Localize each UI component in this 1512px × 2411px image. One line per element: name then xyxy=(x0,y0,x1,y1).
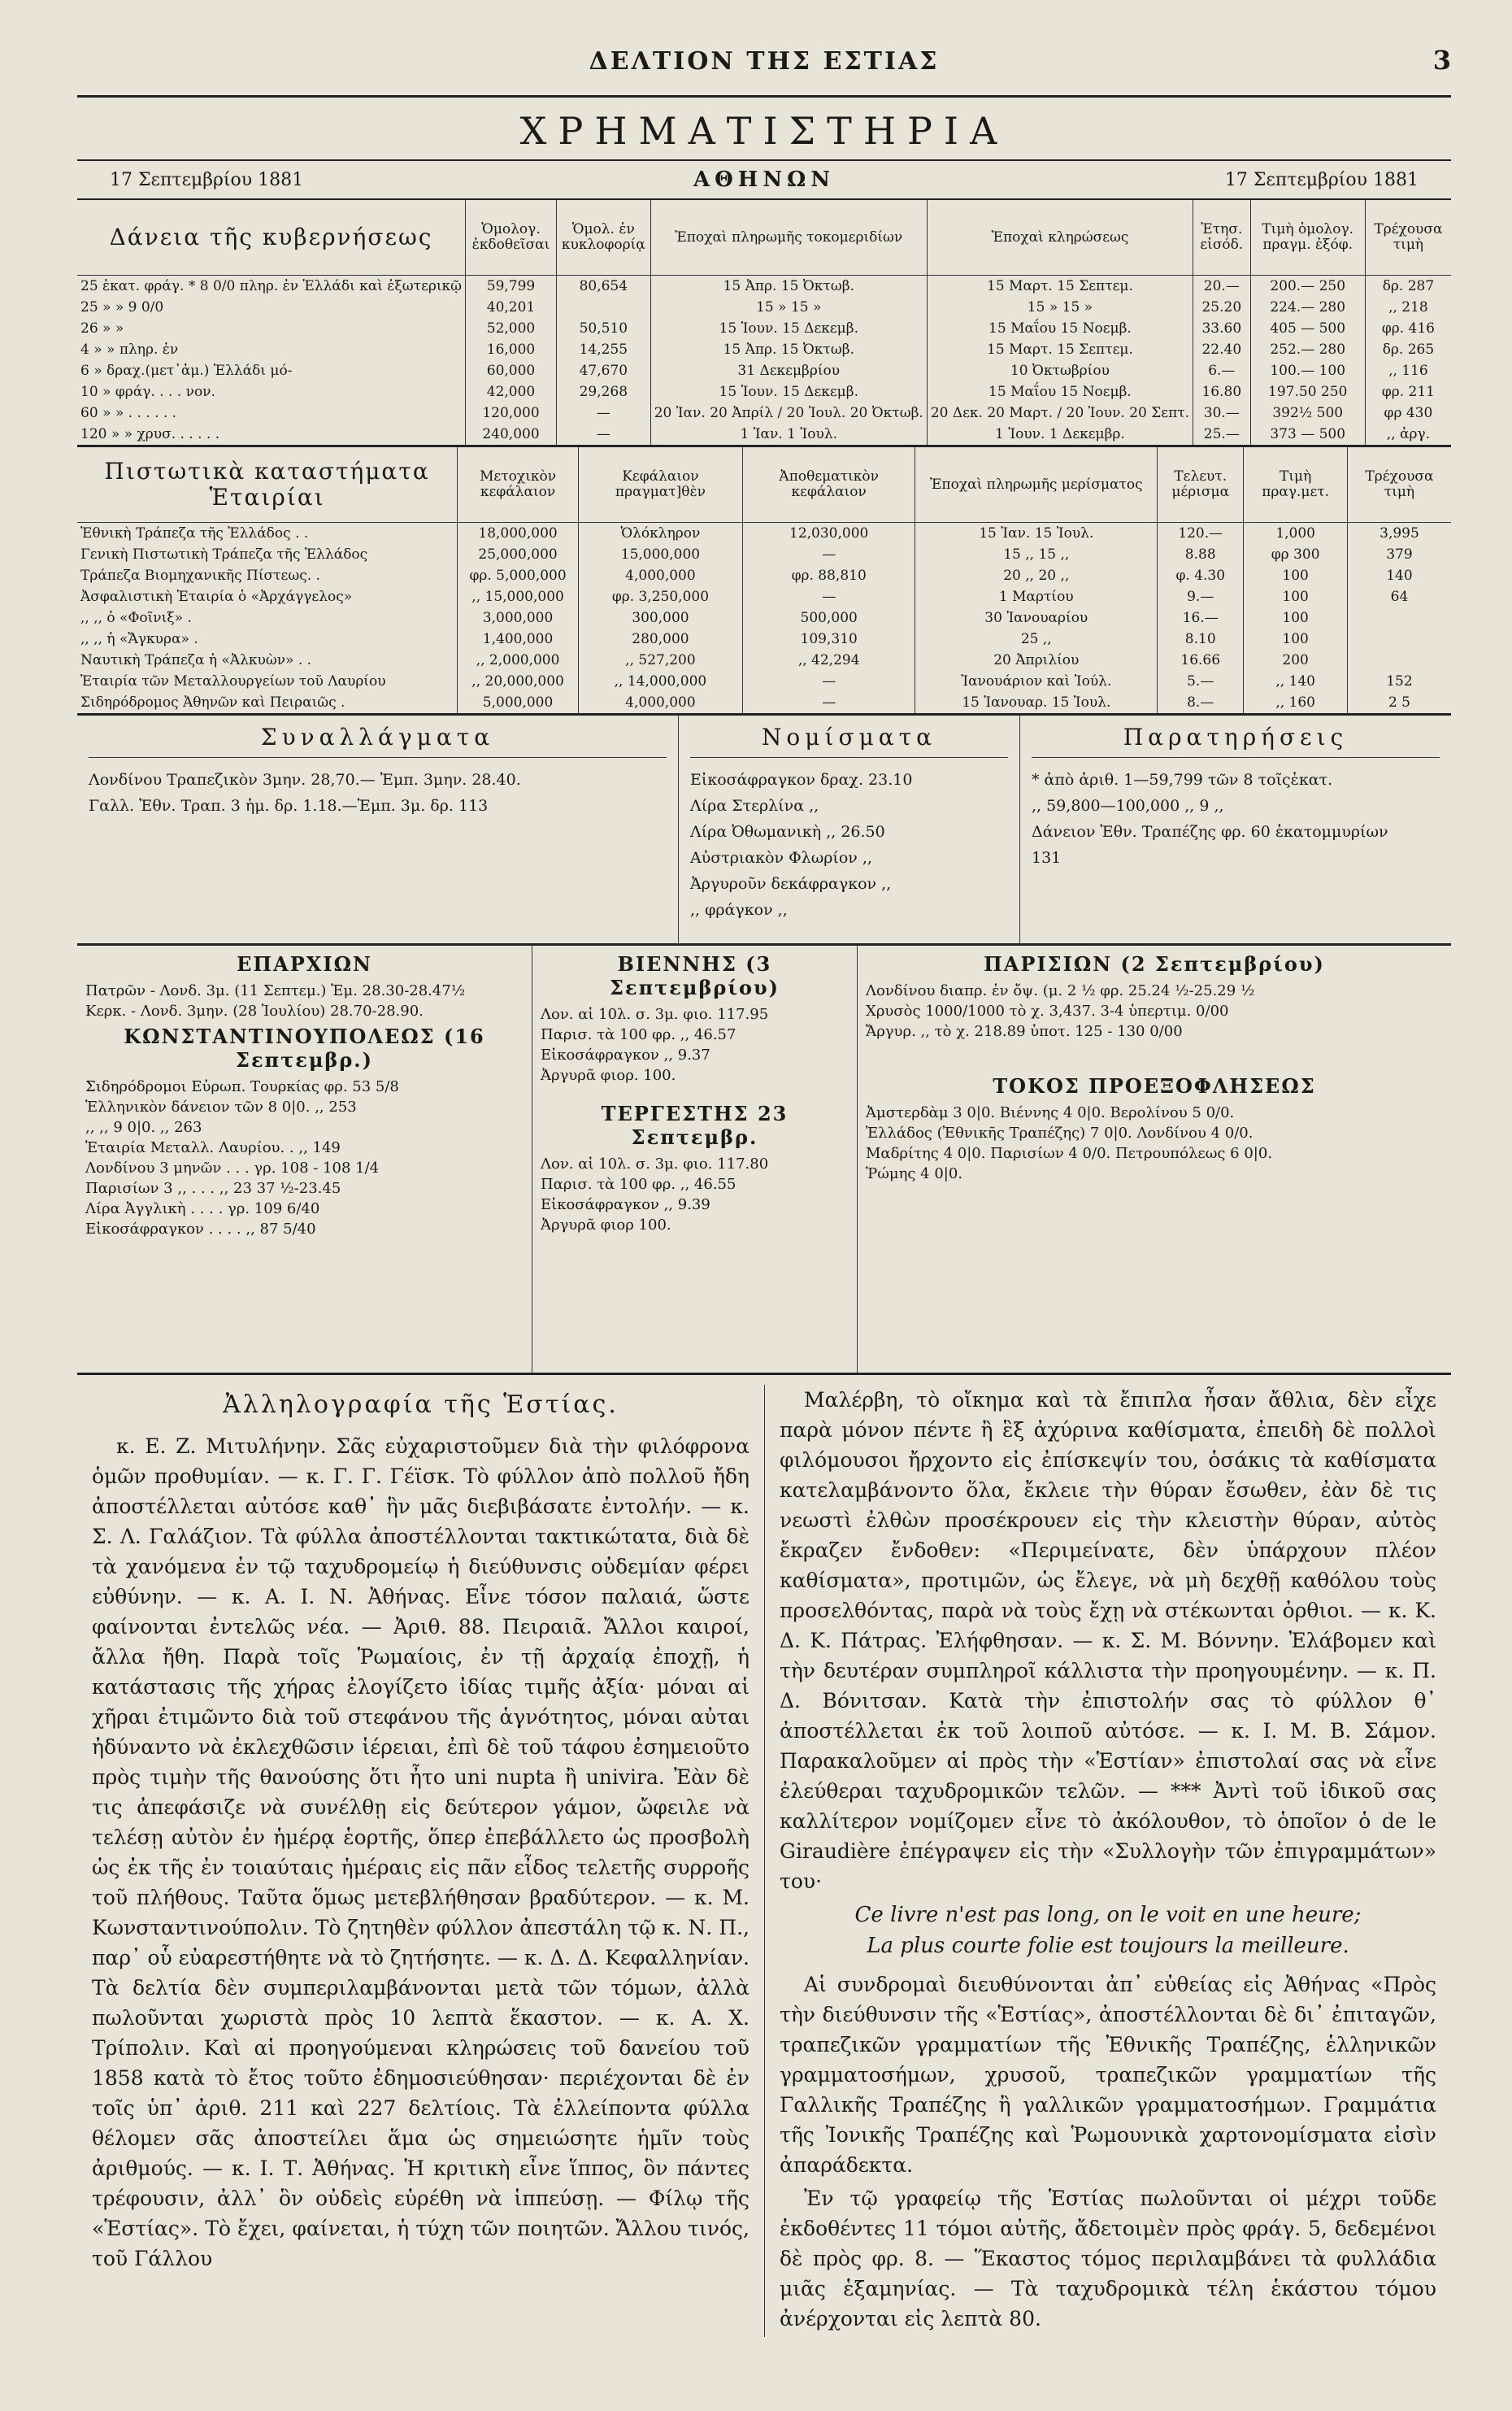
company-cell: 120.— xyxy=(1158,523,1244,545)
loan-cell: 30.— xyxy=(1193,403,1251,424)
vienna-line: Παρισ. τὰ 100 φρ. ,, 46.57 xyxy=(541,1026,736,1043)
company-cell: Ἑταιρία τῶν Μεταλλουργείων τοῦ Λαυρίου xyxy=(77,671,458,692)
discount-line: Ἑλλάδος (Ἐθνικῆς Τραπέζης) 7 0|0. Λονδίνου 4 0/0. xyxy=(866,1125,1253,1142)
company-cell: 5,000,000 xyxy=(458,692,579,715)
discount-line: Μαδρίτης 4 0|0. Παρισίων 4 0/0. Πετρουπόλεως 6 0|0. xyxy=(866,1145,1273,1162)
company-cell: 8.— xyxy=(1158,692,1244,715)
company-row xyxy=(77,629,1451,650)
trieste-line: Παρισ. τὰ 100 φρ. ,, 46.55 xyxy=(541,1176,736,1193)
loan-cell: 15 Μαΐου 15 Νοεμβ. xyxy=(927,318,1193,339)
loan-cell: 120 » » χρυσ. . . . . . xyxy=(77,424,466,446)
date-right: 17 Σεπτεμβρίου 1881 xyxy=(1224,169,1419,190)
loan-header-5: Ἐτησ. εἰσόδ. xyxy=(1193,200,1251,276)
city-heading: ΑΘΗΝΩΝ xyxy=(693,168,836,192)
vienna-line: Εἰκοσάφραγκον ,, 9.37 xyxy=(541,1047,710,1064)
kpoli-line: Εἰκοσάφραγκον . . . . ,, 87 5/40 xyxy=(85,1221,316,1238)
kpoli-line: Λονδίνου 3 μηνῶν . . . γρ. 108 - 108 1/4 xyxy=(85,1160,380,1177)
company-cell: 1 Μαρτίου xyxy=(915,586,1158,607)
loan-cell: 1 Ἰαν. 1 Ἰουλ. xyxy=(650,424,927,446)
company-cell: 12,030,000 xyxy=(742,523,915,545)
company-cell: 20 Ἀπριλίου xyxy=(915,650,1158,671)
loan-row xyxy=(77,403,1451,424)
company-cell: 300,000 xyxy=(578,607,742,629)
loan-cell: 252.— 280 xyxy=(1250,339,1365,360)
loan-cell: 405 — 500 xyxy=(1250,318,1365,339)
kpoli-line: Ἑλληνικὸν δάνειον τῶν 8 0|0. ,, 253 xyxy=(85,1099,357,1116)
subscription-paragraph: Ἐν τῷ γραφείῳ τῆς Ἑστίας πωλοῦνται οἱ μέχρι τοῦδε ἐκδοθέντες 11 τόμοι αὐτῆς, ἄδετοιμὲν πρὸς φράγ. 5, δεδεμένοι δὲ πρὸς φρ. 8. — Ἕκαστος τόμος περιλαμβάνει τὰ φυλλάδια μιᾶς ἑξαμηνίας. — Τὰ ταχυδρομικὰ τέλη ἑκάστου τόμου ἀνέρχονται εἰς λεπτὰ 80. xyxy=(780,2187,1436,2330)
company-cell: ,, 14,000,000 xyxy=(578,671,742,692)
loan-cell: φρ. 211 xyxy=(1381,383,1435,400)
company-cell: 1,000 xyxy=(1244,523,1348,545)
coins-title: Νομίσματα xyxy=(690,724,1008,758)
kpoli-line: Σιδηρόδρομοι Εὐρωπ. Τουρκίας φρ. 53 5/8 xyxy=(85,1078,399,1095)
discount-title: ΤΟΚΟΣ ΠΡΟΕΞΟΦΛΗΣΕΩΣ xyxy=(993,1074,1316,1098)
loan-cell: 15 Μαρτ. 15 Σεπτεμ. xyxy=(927,339,1193,360)
company-cell: φρ. 3,250,000 xyxy=(578,586,742,607)
loan-cell: 15 » 15 » xyxy=(927,297,1193,318)
company-cell: Ἀσφαλιστικὴ Ἑταιρία ὁ «Ἀρχάγγελος» xyxy=(77,586,458,607)
trieste-line: Ἀργυρᾶ φιορ 100. xyxy=(541,1216,671,1234)
loan-cell: 15 » 15 » xyxy=(650,297,927,318)
vienna-title: ΒΙΕΝΝΗΣ (3 Σεπτεμβρίου) xyxy=(610,952,780,999)
loan-cell: 14,255 xyxy=(556,339,650,360)
correspondence-left-column xyxy=(77,1385,764,2337)
company-row xyxy=(77,523,1451,545)
loan-cell: ,, 116 xyxy=(1388,362,1428,379)
loan-header-4: Ἐποχαὶ κληρώσεως xyxy=(927,200,1193,276)
company-cell: 20 ,, 20 ,, xyxy=(915,565,1158,586)
company-cell xyxy=(1347,650,1451,671)
loan-cell: 6.— xyxy=(1193,360,1251,381)
newspaper-title: ΔΕΛΤΙΟΝ ΤΗΣ ΕΣΤΙΑΣ xyxy=(589,47,940,76)
company-cell: φρ 300 xyxy=(1244,544,1348,565)
page-number: 3 xyxy=(1432,45,1451,76)
company-cell: 3,000,000 xyxy=(458,607,579,629)
vienna-line: Λον. αἱ 10λ. σ. 3μ. φιο. 117.95 xyxy=(541,1006,769,1023)
correspondence-title: Ἀλληλογραφία τῆς Ἑστίας. xyxy=(223,1390,619,1419)
company-cell: ,, ,, ὁ «Φοῖνιξ» . xyxy=(77,607,458,629)
paris-line: Χρυσὸς 1000/1000 τὸ χ. 3,437. 3-4 ὑπερτιμ. 0/00 xyxy=(866,1003,1229,1020)
company-cell: 4,000,000 xyxy=(578,565,742,586)
loan-cell: 22.40 xyxy=(1193,339,1251,360)
loan-cell: 10 Ὀκτωβρίου xyxy=(927,360,1193,381)
eparchion-title: ΕΠΑΡΧΙΩΝ xyxy=(237,952,372,976)
markets-section xyxy=(77,946,1451,1375)
company-cell: — xyxy=(742,544,915,565)
company-cell: 15 Ἰαν. 15 Ἰουλ. xyxy=(915,523,1158,545)
loan-cell: 47,670 xyxy=(556,360,650,381)
note-line: 131 xyxy=(1032,849,1062,867)
discount-line: Ἀμστερδὰμ 3 0|0. Βιέννης 4 0|0. Βερολίνου 5 0/0. xyxy=(866,1104,1235,1121)
loan-row xyxy=(77,297,1451,318)
section-title: ΧΡΗΜΑΤΙΣΤΗΡΙΑ xyxy=(519,109,1009,153)
coin-line: ,, φράγκον ,, xyxy=(690,901,788,919)
loan-cell: 60,000 xyxy=(466,360,557,381)
loan-cell: 20.— xyxy=(1193,276,1251,298)
paris-title: ΠΑΡΙΣΙΩΝ (2 Σεπτεμβρίου) xyxy=(984,952,1325,976)
company-cell: 25 ,, xyxy=(915,629,1158,650)
loan-cell: 42,000 xyxy=(466,381,557,403)
company-cell: 500,000 xyxy=(742,607,915,629)
loan-cell: 240,000 xyxy=(466,424,557,446)
loan-cell: 31 Δεκεμβρίου xyxy=(650,360,927,381)
company-row xyxy=(77,650,1451,671)
loan-cell: 33.60 xyxy=(1193,318,1251,339)
loan-cell: 15 Ἀπρ. 15 Ὀκτωβ. xyxy=(650,339,927,360)
verse-line: La plus courte folie est toujours la meilleure. xyxy=(867,1934,1349,1958)
dateline xyxy=(77,159,1451,200)
correspondence-section xyxy=(77,1385,1451,2337)
company-row xyxy=(77,586,1451,607)
kpoli-line: Ἑταιρία Μεταλλ. Λαυρίου. . ,, 149 xyxy=(85,1139,341,1156)
kpoli-line: ,, ,, 9 0|0. ,, 263 xyxy=(85,1119,202,1136)
loan-cell: 15 Ἰουν. 15 Δεκεμβ. xyxy=(650,381,927,403)
company-cell: — xyxy=(742,671,915,692)
company-cell: 5.— xyxy=(1158,671,1244,692)
company-cell: 152 xyxy=(1386,672,1413,690)
kpoli-line: Παρισίων 3 ,, . . . ,, 23 37 ½-23.45 xyxy=(85,1180,341,1197)
company-cell: 100 xyxy=(1244,565,1348,586)
discount-line: Ῥώμης 4 0|0. xyxy=(866,1165,963,1182)
exchange-box xyxy=(77,716,679,943)
loan-cell: 25 ἑκατ. φράγ. * 8 0/0 πληρ. ἐν Ἑλλάδι καὶ ἐξωτερικῷ xyxy=(77,276,466,298)
eparchion-line: Πατρῶν - Λονδ. 3μ. (11 Σεπτεμ.) Ἐμ. 28.30-28.47½ xyxy=(85,982,466,999)
company-cell: 280,000 xyxy=(578,629,742,650)
loan-cell: 15 Ἀπρ. 15 Ὀκτωβ. xyxy=(650,276,927,298)
company-cell: ,, 42,294 xyxy=(742,650,915,671)
company-header-3: Ἀποθεματικὸν κεφάλαιον xyxy=(742,447,915,523)
company-cell: 9.— xyxy=(1158,586,1244,607)
loan-cell: 120,000 xyxy=(466,403,557,424)
vienna-line: Ἀργυρᾶ φιορ. 100. xyxy=(541,1067,676,1084)
loan-cell: 6 » δραχ.(μετ᾽ἀμ.) Ἑλλάδι μό- xyxy=(77,360,466,381)
trieste-line: Λον. αἱ 10λ. σ. 3μ. φιο. 117.80 xyxy=(541,1155,769,1173)
paris-line: Λονδίνου διαπρ. ἐν ὄψ. (μ. 2 ½ φρ. 25.24 ½-25.29 ½ xyxy=(866,982,1255,999)
loan-cell: 60 » » . . . . . . xyxy=(77,403,466,424)
company-cell: Ἐθνικὴ Τράπεζα τῆς Ἑλλάδος . . xyxy=(77,523,458,545)
government-loans-table xyxy=(77,200,1451,447)
company-cell: 15 ,, 15 ,, xyxy=(915,544,1158,565)
loan-cell: 4 » » πληρ. ἐν xyxy=(77,339,466,360)
trieste-line: Εἰκοσάφραγκον ,, 9.39 xyxy=(541,1196,710,1213)
company-header-4: Ἐποχαὶ πληρωμῆς μερίσματος xyxy=(915,447,1158,523)
loan-header-0: Δάνεια τῆς κυβερνήσεως xyxy=(77,200,466,276)
markets-col-1 xyxy=(77,946,532,1373)
company-cell: 18,000,000 xyxy=(458,523,579,545)
loan-cell: δρ. 265 xyxy=(1382,341,1435,358)
company-cell: — xyxy=(742,692,915,715)
company-cell: ,, 15,000,000 xyxy=(458,586,579,607)
company-header-7: Τρέχουσα τιμὴ xyxy=(1347,447,1451,523)
company-cell xyxy=(1347,629,1451,650)
page-header xyxy=(77,45,1451,98)
company-cell: 1,400,000 xyxy=(458,629,579,650)
company-cell: 4,000,000 xyxy=(578,692,742,715)
loan-cell: 26 » » xyxy=(77,318,466,339)
company-cell: ,, 527,200 xyxy=(578,650,742,671)
company-header-1: Μετοχικὸν κεφάλαιον xyxy=(458,447,579,523)
loan-header-3: Ἐποχαὶ πληρωμῆς τοκομεριδίων xyxy=(650,200,927,276)
loan-cell: 16.80 xyxy=(1193,381,1251,403)
loan-cell: 52,000 xyxy=(466,318,557,339)
date-left: 17 Σεπτεμβρίου 1881 xyxy=(110,169,304,190)
company-cell: 16.— xyxy=(1158,607,1244,629)
loan-row xyxy=(77,360,1451,381)
company-cell: Γενικὴ Πιστωτικὴ Τράπεζα τῆς Ἑλλάδος xyxy=(77,544,458,565)
loan-header-2: Ὁμολ. ἐν κυκλοφορίᾳ xyxy=(556,200,650,276)
verse-line: Ce livre n'est pas long, on le voit en une heure; xyxy=(854,1903,1362,1927)
loan-cell: 200.— 250 xyxy=(1250,276,1365,298)
loan-cell: 20 Δεκ. 20 Μαρτ. / 20 Ἰουν. 20 Σεπτ. xyxy=(927,403,1193,424)
company-cell: 100 xyxy=(1244,586,1348,607)
company-cell: 109,310 xyxy=(742,629,915,650)
correspondence-paragraph: Μαλέρβη, τὸ οἴκημα καὶ τὰ ἔπιπλα ἦσαν ἄθλια, δὲν εἶχε παρὰ μόνον πέντε ἢ ἓξ ἀχύρινα καθίσματα, ἐπειδὴ δὲ πολλοὶ φιλόμουσοι ἤρχοντο εἰς ἐπίσκεψίν του, ὁσάκις τὰ καθίσματα κατελαμβάνοντο ὅλα, ἔκλειε τὴν θύραν ἔσωθεν, ἐὰν δὲ τις νεωστὶ ἐλθὼν προσέκρουεν εἰς τὴν κλειστὴν θύραν, αὐτὸς ἔκραζεν ἔνδοθεν: «Περιμείνατε, δὲν ὑπάρχουν πλέον καθίσματα», προτιμῶν, ὡς ἔλεγε, νὰ μὴ δεχθῇ καθόλου τοὺς προσελθόντας, παρὰ νὰ τοὺς ἔχῃ νὰ στέκωνται ὀρθιοι. — κ. Κ. Δ. Κ. Πάτρας. Ἐλήφθησαν. — κ. Σ. Μ. Βόννην. Ἐλάβομεν καὶ τὴν δευτέραν συμπληροῖ κάλλιστα τὴν προηγουμένην. — κ. Π. Δ. Βόνιτσαν. Κατὰ τὴν ἐπιστολήν σας τὸ φύλλον θ᾽ ἀποστέλλεται ἐκ τοῦ λοιποῦ αὐτόσε. — κ. Ι. Μ. Β. Σάμον. Παρακαλοῦμεν αἱ πρὸς τὴν «Ἑστίαν» ἐπιστολαί σας νὰ εἶνε ἐλεύθεραι ταχυδρομικῶν τελῶν. — *** Ἀντὶ τοῦ ἰδικοῦ σας καλλίτερον νομίζομεν εἶνε τὸ ἀκόλουθον, τὸ ὁποῖον ὁ de le Giraudière ἐπέγραψεν εἰς τὴν «Συλλογὴν τῶν ἐπιγραμμάτων» του· xyxy=(780,1388,1436,1893)
loan-cell: δρ. 287 xyxy=(1382,277,1435,294)
company-cell: — xyxy=(742,586,915,607)
company-cell: 200 xyxy=(1244,650,1348,671)
company-cell: 100 xyxy=(1244,629,1348,650)
company-cell: 15,000,000 xyxy=(578,544,742,565)
loan-header-7: Τρέχουσα τιμὴ xyxy=(1365,200,1451,276)
note-line: Δάνειον Ἐθν. Τραπέζης φρ. 60 ἑκατομμυρίων xyxy=(1032,823,1388,841)
company-cell: Ὁλόκληρον xyxy=(578,523,742,545)
company-cell xyxy=(1347,607,1451,629)
loan-cell: ,, 218 xyxy=(1388,298,1428,316)
newspaper-page xyxy=(77,45,1451,2387)
loan-cell xyxy=(556,297,650,318)
company-cell: 3,995 xyxy=(1379,524,1419,542)
kpoli-title: ΚΩΝΣΤΑΝΤΙΝΟΥΠΟΛΕΩΣ (16 Σεπτεμβρ.) xyxy=(124,1025,485,1072)
loan-header-1: Ὁμολογ. ἐκδοθεῖσαι xyxy=(466,200,557,276)
loan-row xyxy=(77,381,1451,403)
company-cell: ,, 20,000,000 xyxy=(458,671,579,692)
markets-col-2 xyxy=(532,946,858,1373)
loan-cell: 1 Ἰουν. 1 Δεκεμβρ. xyxy=(927,424,1193,446)
loan-cell: — xyxy=(556,403,650,424)
coins-box xyxy=(679,716,1020,943)
loan-cell: 15 Ἰουν. 15 Δεκεμβ. xyxy=(650,318,927,339)
company-cell: φ. 4.30 xyxy=(1158,565,1244,586)
note-line: ,, 59,800—100,000 ,, 9 ,, xyxy=(1032,797,1224,815)
loan-cell: 25.20 xyxy=(1193,297,1251,318)
company-cell: ,, 2,000,000 xyxy=(458,650,579,671)
company-header-2: Κεφάλαιον πραγματ]θὲν xyxy=(578,447,742,523)
company-cell: 8.88 xyxy=(1158,544,1244,565)
company-cell: ,, 140 xyxy=(1244,671,1348,692)
company-row xyxy=(77,544,1451,565)
exchange-line: Λονδίνου Τραπεζικὸν 3μην. 28,70.— Ἐμπ. 3μην. 28.40. xyxy=(89,771,521,789)
companies-table xyxy=(77,447,1451,716)
notes-box xyxy=(1020,716,1451,943)
loan-cell: 15 Μαΐου 15 Νοεμβ. xyxy=(927,381,1193,403)
loan-row xyxy=(77,424,1451,446)
company-header-6: Τιμὴ πραγ.μετ. xyxy=(1244,447,1348,523)
loan-cell: 16,000 xyxy=(466,339,557,360)
loan-cell: 25.— xyxy=(1193,424,1251,446)
subscription-paragraph: Αἱ συνδρομαὶ διευθύνονται ἀπ᾽ εὐθείας εἰς Ἀθήνας «Πρὸς τὴν διεύθυνσιν τῆς «Ἑστίας», ἀποστέλλονται δὲ δι᾽ ἐπιταγῶν, τραπεζικῶν γραμματίων τῆς Ἐθνικῆς Τραπέζης, ἑλληνικῶν γραμματοσήμων, χρυσοῦ, τραπεζικῶν γραμματίων τῆς Γαλλικῆς Τραπέζης ἢ γαλλικῶν γραμματοσήμων. Γραμμάτια τῆς Ἰονικῆς Τραπέζης καὶ Ῥωμουνικὰ χαρτονομίσματα εἰσὶν ἀπαράδεκτα. xyxy=(780,1973,1436,2177)
company-cell: 140 xyxy=(1386,567,1413,584)
paris-line: Ἄργυρ. ,, τὸ χ. 218.89 ὑποτ. 125 - 130 0/00 xyxy=(866,1023,1183,1040)
company-cell: Τράπεζα Βιομηχανικῆς Πίστεως. . xyxy=(77,565,458,586)
coin-line: Αὐστριακὸν Φλωρίον ,, xyxy=(690,849,872,867)
company-cell: ,, ,, ἡ «Ἄγκυρα» . xyxy=(77,629,458,650)
loan-cell: 15 Μαρτ. 15 Σεπτεμ. xyxy=(927,276,1193,298)
company-cell: φρ. 88,810 xyxy=(742,565,915,586)
company-cell: 64 xyxy=(1390,588,1409,605)
company-header-5: Τελευτ. μέρισμα xyxy=(1158,447,1244,523)
loan-cell: 59,799 xyxy=(466,276,557,298)
correspondence-right-column xyxy=(764,1385,1451,2337)
exchange-line: Γαλλ. Ἐθν. Τραπ. 3 ἡμ. δρ. 1.18.—Ἐμπ. 3μ. δρ. 113 xyxy=(89,797,489,815)
company-cell: Ναυτικὴ Τράπεζα ἡ «Ἀλκυὼν» . . xyxy=(77,650,458,671)
coin-line: Λίρα Ὀθωμανικὴ ,, 26.50 xyxy=(690,823,885,841)
loan-row xyxy=(77,276,1451,298)
trieste-title: ΤΕΡΓΕΣΤΗΣ 23 Σεπτεμβρ. xyxy=(601,1102,789,1149)
loan-cell: ,, ἀργ. xyxy=(1386,425,1431,442)
loan-cell: φρ. 416 xyxy=(1381,320,1435,337)
loan-cell: 392½ 500 xyxy=(1250,403,1365,424)
company-row xyxy=(77,607,1451,629)
company-cell: ,, 160 xyxy=(1244,692,1348,715)
coin-line: Εἰκοσάφραγκον δραχ. 23.10 xyxy=(690,771,913,789)
company-cell: 15 Ἰανουαρ. 15 Ἰουλ. xyxy=(915,692,1158,715)
loan-cell: 20 Ἰαν. 20 Ἀπρίλ / 20 Ἰουλ. 20 Ὀκτωβ. xyxy=(650,403,927,424)
company-cell: Ἰανουάριον καὶ Ἰούλ. xyxy=(915,671,1158,692)
loan-cell: φρ 430 xyxy=(1384,404,1433,421)
company-cell: 16.66 xyxy=(1158,650,1244,671)
company-row xyxy=(77,671,1451,692)
company-cell: 30 Ἰανουαρίου xyxy=(915,607,1158,629)
loan-cell: — xyxy=(556,424,650,446)
company-cell: 25,000,000 xyxy=(458,544,579,565)
exchange-coins-notes xyxy=(77,716,1451,946)
company-cell: 100 xyxy=(1244,607,1348,629)
correspondence-paragraph: κ. Ε. Ζ. Μιτυλήνην. Σᾶς εὐχαριστοῦμεν διὰ τὴν φιλόφρονα ὁμῶν προθυμίαν. — κ. Γ. Γ. Γέϊσκ. Τὸ φύλλον ἀπὸ πολλοῦ ἤδη ἀποστέλλεται αὐτόσε καθ᾽ ἣν μᾶς διεβιβάσατε ἐντολήν. — κ. Σ. Λ. Γαλάζιον. Τὰ φύλλα ἀποστέλλονται τακτικώτατα, διὰ δὲ τὰ χανόμενα ἐν τῷ ταχυδρομείῳ ἡ διεύθυνσις οὐδεμίαν φέρει εὐθύνην. — κ. Α. Ι. Ν. Ἀθήνας. Εἶνε τόσον παλαιά, ὥστε φαίνονται ἐντελῶς νέα. — Ἀριθ. 88. Πειραιᾶ. Ἄλλοι καιροί, ἄλλα ἤθη. Παρὰ τοῖς Ῥωμαίοις, ἐν τῇ ἀρχαίᾳ ἐποχῇ, ἡ κατάστασις τῆς χήρας ἐλογίζετο ἰδίας τιμῆς ἀξία· μόναι αἱ χῆραι ἐτιμῶντο διὰ τοῦ στεφάνου τῆς ἁγνότητος, μόναι αὐται ἠδύναντο νὰ ἐκλεχθῶσιν ἱέρειαι, ἐπὶ δὲ τοῦ τάφου ἐσημειοῦτο πρὸς τιμὴν τῆς θανούσης ὅτι ἦτο uni nupta ἢ univira. Ἐὰν δὲ τις ἀπεφάσιζε νὰ συνέλθῃ εἰς δεύτερον γάμον, ὤφειλε νὰ τελέσῃ αὐτὸν ἐν ἡμέρᾳ ἑορτῆς, ὅπερ ἐπεβάλλετο ὡς προσβολὴ ὡς ἐκ τῆς ἐν τοιαύταις ἡμέραις εἰς πᾶν εἶδος τελετῆς συρροῆς τοῦ πλήθους. Ταῦτα ὅμως μετεβλήθησαν βραδύτερον. — κ. Μ. Κωνσταντινούπολιν. Τὸ ζητηθὲν φύλλον ἀπεστάλη τῷ κ. Ν. Π., παρ᾽ οὗ εὐαρεστήθητε νὰ τὸ ζητήσητε. — κ. Δ. Δ. Κεφαλληνίαν. Τὰ δελτία δὲν συμπεριλαμβάνονται μετὰ τῶν τόμων, ἀλλὰ πωλοῦνται χωριστὰ πρὸς 10 λεπτὰ ἕκαστον. — κ. Α. Χ. Τρίπολιν. Καὶ αἱ προηγούμεναι κληρώσεις τοῦ δανείου τοῦ 1858 κατὰ τὸ ἔτος τοῦτο ἐδημοσιεύθησαν· περιέχονται δὲ ἐν τοῖς ὑπ᾽ ἀριθ. 211 καὶ 227 δελτίοις. Τὰ ἐλλείποντα φύλλα θέλομεν σᾶς ἀποστείλει ἅμα ὡς σημειώσητε ἡμῖν τοὺς ἀριθμούς. — κ. Ι. Τ. Ἀθήνας. Ἡ κριτικὴ εἶνε ἵππος, ὃν πάντες τρέφουσιν, ἀλλ᾽ ὃν οὐδεὶς εὑρέθη νὰ ἱππεύσῃ. — Φίλῳ τῆς «Ἑστίας». Τὸ ἔχει, φαίνεται, ἡ τύχη τῶν ποιητῶν. Ἄλλου τινός, τοῦ Γάλλου xyxy=(92,1434,749,2270)
company-cell: 379 xyxy=(1386,546,1413,563)
loan-header-6: Τιμὴ ὁμολογ. πραγμ. ἐξόφ. xyxy=(1250,200,1365,276)
loan-row xyxy=(77,339,1451,360)
loan-row xyxy=(77,318,1451,339)
coin-line: Ἀργυροῦν δεκάφραγκον ,, xyxy=(690,875,892,893)
exchange-title: Συναλλάγματα xyxy=(89,724,667,758)
kpoli-line: Λίρα Ἀγγλικὴ . . . . γρ. 109 6/40 xyxy=(85,1200,320,1217)
loan-cell: 80,654 xyxy=(556,276,650,298)
french-verse xyxy=(780,1900,1436,1961)
company-header-0: Πιστωτικὰ καταστήματα Ἑταιρίαι xyxy=(77,447,458,523)
loan-cell: 10 » φράγ. . . . νον. xyxy=(77,381,466,403)
loan-cell: 25 » » 9 0/0 xyxy=(77,297,466,318)
company-cell: Σιδηρόδρομος Ἀθηνῶν καὶ Πειραιῶς . xyxy=(77,692,458,715)
company-cell: 2 5 xyxy=(1388,694,1410,711)
coin-line: Λίρα Στερλίνα ,, xyxy=(690,797,819,815)
loan-cell: 224.— 280 xyxy=(1250,297,1365,318)
company-cell: φρ. 5,000,000 xyxy=(458,565,579,586)
loan-cell: 100.— 100 xyxy=(1250,360,1365,381)
note-line: * ἀπὸ ἀριθ. 1—59,799 τῶν 8 τοῖςἑκατ. xyxy=(1032,771,1333,789)
company-row xyxy=(77,692,1451,715)
company-cell: 8.10 xyxy=(1158,629,1244,650)
markets-col-3 xyxy=(858,946,1451,1373)
loan-cell: 373 — 500 xyxy=(1250,424,1365,446)
company-row xyxy=(77,565,1451,586)
loan-cell: 29,268 xyxy=(556,381,650,403)
loan-cell: 40,201 xyxy=(466,297,557,318)
eparchion-line: Κερκ. - Λονδ. 3μην. (28 Ἰουλίου) 28.70-28.90. xyxy=(85,1003,424,1020)
loan-cell: 50,510 xyxy=(556,318,650,339)
notes-title: Παρατηρήσεις xyxy=(1032,724,1440,758)
loan-cell: 197.50 250 xyxy=(1250,381,1365,403)
